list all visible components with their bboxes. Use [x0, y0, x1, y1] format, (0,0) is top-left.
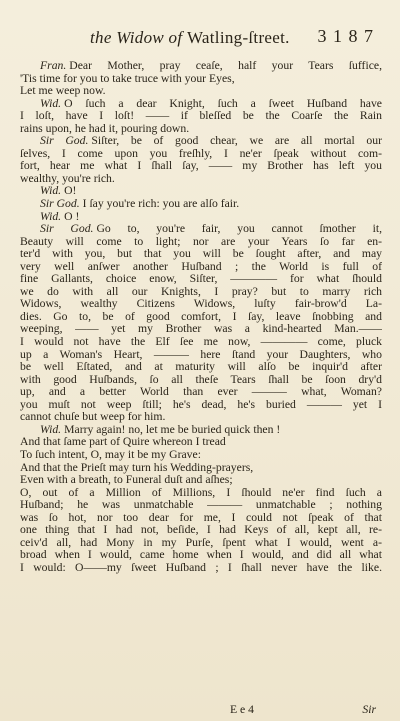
- running-title: [90, 28, 290, 48]
- line-text: To ſuch intent, O, may it be my Grave:: [20, 448, 201, 461]
- page-footer: [20, 703, 382, 717]
- text-line: [20, 524, 382, 537]
- line-text: fort, hear me what I ſhall ſay, —— my Brother has left you: [20, 160, 382, 173]
- line-text: one thing that I had not, beſide, I had Keys of all, kept all, re-: [20, 524, 382, 537]
- text-line: [20, 135, 382, 148]
- line-text: Beauty will come to light; nor are your Years ſo far en-: [20, 235, 382, 248]
- line-text: I ſay you're rich: you are alſo fair.: [82, 198, 240, 211]
- text-line: [20, 298, 382, 311]
- running-title-roman: Watling-ſtreet.: [186, 28, 290, 47]
- text-line: [20, 336, 382, 349]
- line-text: I would: O——my ſweet Huſband ; I ſhall never have the like.: [20, 561, 382, 574]
- text-line: [20, 399, 382, 412]
- text-line: [20, 160, 382, 173]
- line-text: very well anſwer another Huſband ; the World is full of: [20, 260, 382, 273]
- text-line: [20, 286, 382, 299]
- text-line: [20, 499, 382, 512]
- line-text: O !: [64, 210, 80, 223]
- line-text: was ſo hot, nor too dear for me, I could not ſpeak of that: [20, 511, 382, 524]
- catchword: Sir: [362, 703, 376, 716]
- line-text: you muſt not weep ſtill; he's dead, he's buried ——— yet I: [20, 398, 382, 411]
- text-line: [20, 110, 382, 123]
- line-text: we do with all our Knights, I pray? but to marry rich: [20, 285, 382, 298]
- line-text: up, and a better World than ever ——— what, Woman?: [20, 386, 382, 399]
- text-line: [20, 361, 382, 374]
- line-text: broad when I would, came home when I would, and did all what: [20, 549, 382, 562]
- speaker-name: Wid.: [40, 423, 62, 436]
- page-number: 3 1 8 7: [317, 26, 374, 46]
- line-text: weeping, —— yet my Brother was a kind-hearted Man.——: [20, 323, 382, 336]
- line-text: cannot chuſe but weep for him.: [20, 411, 166, 424]
- line-text: Siſter, be of good chear, we are all mortal our: [91, 135, 382, 148]
- running-title-italic: the Widow of: [90, 28, 183, 47]
- text-line: [20, 173, 382, 186]
- text-line: [20, 311, 382, 324]
- speaker-name: Wid.: [40, 185, 62, 198]
- line-text: with good Huſbands, ſo all theſe Tears ſhall be ſoon dry'd: [20, 373, 382, 386]
- text-line: [20, 462, 382, 475]
- running-header: [20, 24, 382, 54]
- text-line: [20, 449, 382, 462]
- text-line: [20, 248, 382, 261]
- line-text: rains upon, he had it, pouring down.: [20, 122, 190, 135]
- speaker-name: Fran.: [40, 60, 67, 72]
- line-text: Even with a breath, to Funeral duſt and aſhes;: [20, 474, 233, 487]
- text-line: [20, 185, 382, 198]
- text-line: [20, 123, 382, 136]
- text-line: [20, 60, 382, 73]
- text-line: [20, 424, 382, 437]
- line-text: Go to, you're fair, you cannot ſmother it,: [96, 223, 382, 236]
- line-text: Marry again! no, let me be buried quick then !: [64, 423, 281, 436]
- line-text: O, out of a Million of Millions, I ſhould ne'er find ſuch a: [20, 486, 382, 499]
- text-line: [20, 411, 382, 424]
- line-text: ſelves, I come upon you freſhly, I ne'er ſpeak without com-: [20, 147, 382, 160]
- text-line: [20, 261, 382, 274]
- line-text: 'Tis time for you to take truce with your Eyes,: [20, 72, 235, 85]
- line-text: Dear Mother, pray ceaſe, half your Tears ſuffice,: [69, 60, 382, 72]
- text-line: [20, 98, 382, 111]
- line-text: And that ſame part of Quire whereon I tread: [20, 436, 226, 449]
- text-line: [20, 223, 382, 236]
- text-line: [20, 512, 382, 525]
- line-text: ceiv'd all, had Mony in my Purſe, ſpent what I would, went a-: [20, 536, 382, 549]
- line-text: Let me weep now.: [20, 85, 106, 98]
- text-block: [20, 60, 382, 574]
- line-text: be well Eſtated, and at maturity will alſo be inquir'd after: [20, 361, 382, 374]
- text-line: [20, 236, 382, 249]
- line-text: wealthy, you're rich.: [20, 172, 115, 185]
- text-line: [20, 537, 382, 550]
- speaker-name: Sir God.: [40, 135, 89, 148]
- speaker-name: Wid.: [40, 97, 62, 110]
- text-line: [20, 562, 382, 575]
- text-line: [20, 386, 382, 399]
- line-text: And that the Prieſt may turn his Wedding-prayers,: [20, 461, 254, 474]
- text-line: [20, 198, 382, 211]
- text-line: [20, 374, 382, 387]
- text-line: [20, 436, 382, 449]
- text-line: [20, 211, 382, 224]
- speaker-name: Wid.: [40, 210, 62, 223]
- text-line: [20, 273, 382, 286]
- speaker-name: Sir God.: [40, 198, 80, 211]
- text-line: [20, 487, 382, 500]
- line-text: Widows, wealthy Citizens Widows, luſty fair-brow'd La-: [20, 298, 382, 311]
- line-text: O ſuch a dear Knight, ſuch a ſweet Huſband have: [64, 97, 382, 110]
- line-text: Huſband; he was unmatchable ——— unmatchable ; nothing: [20, 499, 382, 512]
- line-text: I would not have the Elf ſee me now, ———— come, pluck: [20, 336, 382, 349]
- line-text: O!: [64, 185, 77, 198]
- text-line: [20, 85, 382, 98]
- line-text: fine Gallants, choice enow, Siſter, ———— for what ſhould: [20, 273, 382, 286]
- text-line: [20, 73, 382, 86]
- line-text: up a Woman's Heart, ——— here ſtand your Daughters, who: [20, 348, 382, 361]
- speaker-name: Sir God.: [40, 223, 94, 236]
- text-line: [20, 349, 382, 362]
- text-line: [20, 549, 382, 562]
- text-line: [20, 148, 382, 161]
- line-text: dies. Go to, be of good comfort, I ſay, leave ſnobbing and: [20, 310, 382, 323]
- line-text: ter'd with you, but that you will be ſought after, and may: [20, 248, 382, 261]
- signature-mark: E e 4: [230, 703, 255, 716]
- text-line: [20, 474, 382, 487]
- text-line: [20, 323, 382, 336]
- line-text: I loſt, have I loſt! —— if bleſſed be the Coarſe the Rain: [20, 110, 382, 123]
